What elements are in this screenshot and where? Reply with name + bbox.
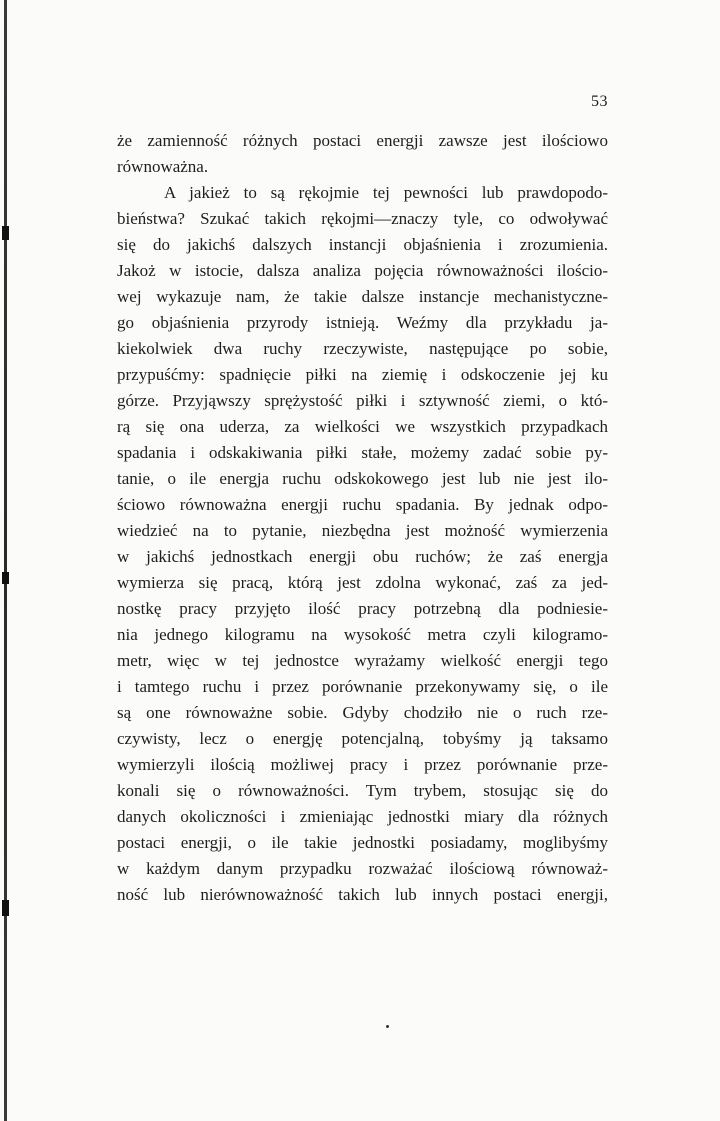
book-spine-edge: [4, 0, 7, 1121]
text-line: przypuśćmy: spadnięcie piłki na ziemię i odskoczenie jej ku: [117, 365, 608, 384]
text-line: czywisty, lecz o energję potencjalną, tobyśmy ją taksamo: [117, 729, 608, 748]
binding-mark: [2, 226, 9, 240]
text-line: spadania i odskakiwania piłki stałe, możemy zadać sobie py-: [117, 443, 608, 462]
text-line: wymierzyli ilością możliwej pracy i przez porównanie prze-: [117, 755, 608, 774]
text-line: Jakoż w istocie, dalsza analiza pojęcia równoważności ilościo-: [117, 261, 608, 280]
text-line: danych okoliczności i zmieniając jednostki miary dla różnych: [117, 807, 608, 826]
text-line: wiedzieć na to pytanie, niezbędna jest możność wymierzenia: [117, 521, 608, 540]
text-line: go objaśnienia przyrody istnieją. Weźmy dla przykładu ja-: [117, 313, 608, 332]
text-line: wymierza się pracą, którą jest zdolna wykonać, zaś za jed-: [117, 573, 608, 592]
text-line: się do jakichś dalszych instancji objaśnienia i zrozumienia.: [117, 235, 608, 254]
text-line: wej wykazuje nam, że takie dalsze instancje mechanistyczne-: [117, 287, 608, 306]
text-line: bieństwa? Szukać takich rękojmi—znaczy tyle, co odwoływać: [117, 209, 608, 228]
text-line: górze. Przyjąwszy sprężystość piłki i sztywność ziemi, o któ-: [117, 391, 608, 410]
text-line: że zamienność różnych postaci energji zawsze jest ilościowo: [117, 131, 608, 150]
text-line: metr, więc w tej jednostce wyrażamy wielkość energji tego: [117, 651, 608, 670]
text-line: w każdym danym przypadku rozważać ilościową równoważ-: [117, 859, 608, 878]
text-line: rą się ona uderza, za wielkości we wszystkich przypadkach: [117, 417, 608, 436]
text-line: są one równoważne sobie. Gdyby chodziło nie o ruch rze-: [117, 703, 608, 722]
binding-mark: [2, 900, 9, 916]
text-line: tanie, o ile energja ruchu odskokowego jest lub nie jest ilo-: [117, 469, 608, 488]
text-line: kiekolwiek dwa ruchy rzeczywiste, następujące po sobie,: [117, 339, 608, 358]
text-line: nostkę pracy przyjęto ilość pracy potrzebną dla podniesie-: [117, 599, 608, 618]
text-line: równoważna.: [117, 157, 209, 176]
text-line: nia jednego kilogramu na wysokość metra czyli kilogramo-: [117, 625, 608, 644]
page-number: 53: [591, 93, 608, 110]
body-text: [117, 128, 608, 908]
text-line: ściowo równoważna energji ruchu spadania. By jednak odpo-: [117, 495, 608, 514]
text-line: A jakież to są rękojmie tej pewności lub prawdopodo-: [164, 183, 608, 202]
text-line: postaci energji, o ile takie jednostki posiadamy, moglibyśmy: [117, 833, 608, 852]
binding-mark: [2, 572, 9, 584]
text-line: w jakichś jednostkach energji obu ruchów; że zaś energja: [117, 547, 608, 566]
print-speck: [386, 1025, 389, 1028]
text-line: konali się o równoważności. Tym trybem, stosując się do: [117, 781, 608, 800]
text-line: i tamtego ruchu i przez porównanie przekonywamy się, o ile: [117, 677, 608, 696]
text-line: ność lub nierównoważność takich lub innych postaci energji,: [117, 885, 608, 904]
